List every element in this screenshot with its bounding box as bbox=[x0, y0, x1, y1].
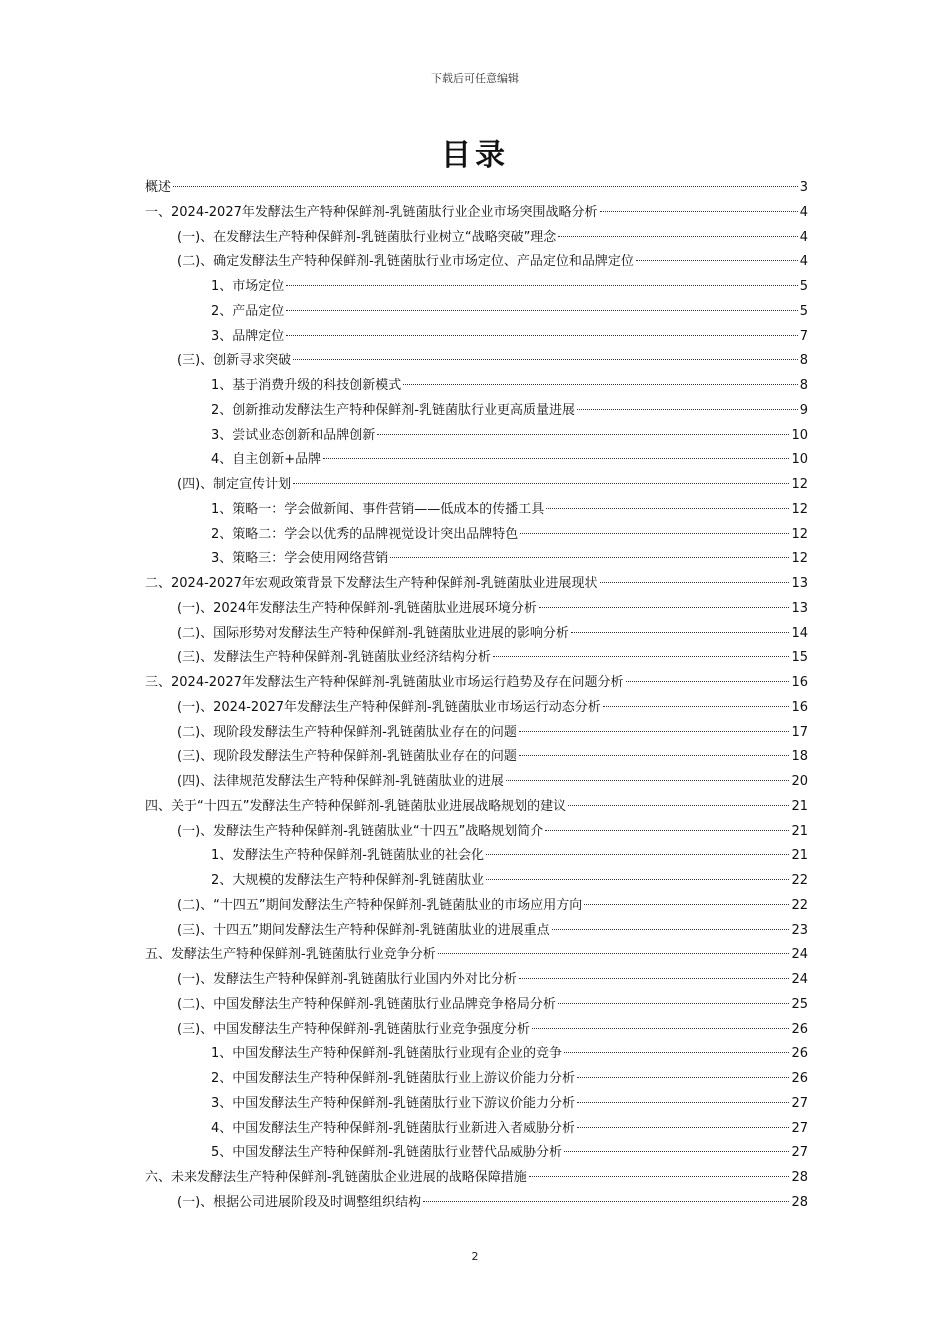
toc-entry-text: (四)、法律规范发酵法生产特种保鲜剂-乳链菌肽业的进展 bbox=[177, 774, 504, 789]
dot-leader bbox=[520, 533, 789, 534]
toc-entry-page: 16 bbox=[791, 699, 808, 715]
dot-leader bbox=[558, 1003, 790, 1004]
toc-entry[interactable] bbox=[145, 1092, 808, 1117]
toc-title: 目录 bbox=[441, 138, 509, 173]
toc-entry-page: 12 bbox=[791, 477, 808, 492]
toc-entry[interactable] bbox=[145, 572, 808, 597]
dot-leader bbox=[558, 236, 797, 237]
toc-entry[interactable] bbox=[145, 250, 808, 275]
toc-entry-text: (三)、现阶段发酵法生产特种保鲜剂-乳链菌肽业存在的问题 bbox=[177, 749, 517, 765]
toc-entry-page: 10 bbox=[791, 452, 808, 468]
toc-entry-page: 25 bbox=[791, 996, 808, 1012]
toc-entry-page: 13 bbox=[791, 600, 808, 616]
toc-entry[interactable] bbox=[145, 597, 808, 622]
toc-entry-text: 五、发酵法生产特种保鲜剂-乳链菌肽行业竞争分析 bbox=[145, 947, 436, 963]
toc-entry-page: 9 bbox=[799, 402, 808, 418]
dot-leader bbox=[577, 1102, 789, 1103]
page-number: 2 bbox=[471, 1250, 479, 1263]
dot-leader bbox=[626, 681, 790, 682]
toc-entry[interactable] bbox=[145, 349, 808, 374]
toc-entry-text: 三、2024-2027年发酵法生产特种保鲜剂-乳链菌肽业市场运行趋势及存在问题分析 bbox=[145, 675, 624, 690]
dot-leader bbox=[293, 483, 789, 484]
toc-entry-text: 3、中国发酵法生产特种保鲜剂-乳链菌肽行业下游议价能力分析 bbox=[211, 1095, 575, 1111]
toc-entry[interactable] bbox=[145, 498, 808, 523]
toc-entry-page: 24 bbox=[791, 972, 808, 987]
toc-entry[interactable] bbox=[145, 275, 808, 300]
dot-leader bbox=[286, 285, 797, 286]
toc-entry-page: 13 bbox=[791, 576, 808, 591]
toc-entry-text: 一、2024-2027年发酵法生产特种保鲜剂-乳链菌肽行业企业市场突围战略分析 bbox=[145, 204, 598, 220]
toc-entry-page: 23 bbox=[791, 922, 808, 938]
dot-leader bbox=[293, 359, 798, 360]
toc-entry-page: 12 bbox=[791, 551, 808, 567]
toc-entry-page: 15 bbox=[791, 650, 808, 666]
header-note: 下载后可任意编辑 bbox=[431, 72, 519, 85]
toc-entry-page: 27 bbox=[791, 1095, 808, 1111]
dot-leader bbox=[403, 384, 797, 385]
toc-entry[interactable] bbox=[145, 696, 808, 721]
toc-entry-text: (二)、现阶段发酵法生产特种保鲜剂-乳链菌肽业存在的问题 bbox=[177, 724, 517, 740]
dot-leader bbox=[173, 186, 798, 187]
toc-entry-text: (三)、发酵法生产特种保鲜剂-乳链菌肽业经济结构分析 bbox=[177, 650, 491, 666]
toc-entry-text: (一)、在发酵法生产特种保鲜剂-乳链菌肽行业树立“战略突破”理念 bbox=[177, 229, 557, 245]
toc-entry-text: 2、策略二：学会以优秀的品牌视觉设计突出品牌特色 bbox=[211, 526, 519, 542]
dot-leader bbox=[390, 557, 789, 558]
toc-entry-text: 1、基于消费升级的科技创新模式 bbox=[211, 378, 402, 393]
dot-leader bbox=[564, 1052, 789, 1053]
toc-entry[interactable] bbox=[145, 993, 808, 1018]
dot-leader bbox=[577, 1077, 789, 1078]
toc-entry[interactable] bbox=[145, 176, 808, 201]
toc-entry[interactable] bbox=[145, 473, 808, 498]
dot-leader bbox=[552, 929, 790, 930]
toc-entry-page: 7 bbox=[799, 328, 808, 344]
toc-entry-text: 1、策略一：学会做新闻、事件营销——低成本的传播工具 bbox=[211, 501, 545, 517]
dot-leader bbox=[486, 879, 789, 880]
toc-entry-text: 1、市场定位 bbox=[211, 279, 285, 294]
toc-entry-text: 2、创新推动发酵法生产特种保鲜剂-乳链菌肽行业更高质量进展 bbox=[211, 402, 575, 418]
toc-entry-page: 4 bbox=[799, 229, 808, 245]
table-of-contents bbox=[145, 176, 808, 1216]
toc-entry-text: (二)、国际形势对发酵法生产特种保鲜剂-乳链菌肽业进展的影响分析 bbox=[177, 625, 569, 641]
toc-entry-text: 概述 bbox=[145, 180, 172, 195]
toc-entry[interactable] bbox=[145, 869, 808, 894]
toc-entry-text: 5、中国发酵法生产特种保鲜剂-乳链菌肽行业替代品威胁分析 bbox=[211, 1145, 562, 1161]
toc-entry[interactable] bbox=[145, 1191, 808, 1216]
toc-entry[interactable] bbox=[145, 1018, 808, 1043]
toc-entry-text: (二)、确定发酵法生产特种保鲜剂-乳链菌肽行业市场定位、产品定位和品牌定位 bbox=[177, 254, 634, 270]
dot-leader bbox=[600, 211, 798, 212]
toc-entry-text: 2、中国发酵法生产特种保鲜剂-乳链菌肽行业上游议价能力分析 bbox=[211, 1071, 575, 1086]
dot-leader bbox=[532, 1028, 790, 1029]
toc-entry-page: 20 bbox=[791, 774, 808, 789]
toc-entry[interactable] bbox=[145, 424, 808, 449]
toc-entry-text: 3、策略三：学会使用网络营销 bbox=[211, 551, 389, 567]
dot-leader bbox=[577, 1127, 789, 1128]
toc-entry-text: (三)、中国发酵法生产特种保鲜剂-乳链菌肽行业竞争强度分析 bbox=[177, 1021, 530, 1037]
toc-entry-text: 2、大规模的发酵法生产特种保鲜剂-乳链菌肽业 bbox=[211, 873, 484, 888]
toc-entry[interactable] bbox=[145, 646, 808, 671]
toc-entry-page: 22 bbox=[791, 897, 808, 913]
toc-entry-text: (三)、创新寻求突破 bbox=[177, 353, 292, 369]
toc-entry-page: 28 bbox=[791, 1194, 808, 1210]
toc-entry-page: 24 bbox=[791, 947, 808, 963]
toc-entry[interactable] bbox=[145, 1117, 808, 1142]
dot-leader bbox=[584, 904, 789, 905]
dot-leader bbox=[323, 458, 789, 459]
toc-entry-page: 22 bbox=[791, 873, 808, 888]
toc-entry-text: (一)、2024-2027年发酵法生产特种保鲜剂-乳链菌肽业市场运行动态分析 bbox=[177, 699, 601, 715]
toc-entry[interactable] bbox=[145, 795, 808, 820]
toc-entry[interactable] bbox=[145, 374, 808, 399]
toc-entry-page: 26 bbox=[791, 1071, 808, 1086]
dot-leader bbox=[438, 953, 790, 954]
toc-entry[interactable] bbox=[145, 820, 808, 845]
toc-entry[interactable] bbox=[145, 622, 808, 647]
toc-entry-page: 4 bbox=[799, 254, 808, 270]
dot-leader bbox=[529, 1176, 790, 1177]
toc-entry-page: 21 bbox=[791, 848, 808, 864]
toc-entry[interactable] bbox=[145, 1067, 808, 1092]
toc-entry-text: 3、尝试业态创新和品牌创新 bbox=[211, 427, 376, 443]
toc-entry[interactable] bbox=[145, 1042, 808, 1067]
toc-entry-text: (一)、2024年发酵法生产特种保鲜剂-乳链菌肽业进展环境分析 bbox=[177, 600, 537, 616]
toc-entry-text: 2、产品定位 bbox=[211, 303, 285, 319]
toc-entry-text: 1、中国发酵法生产特种保鲜剂-乳链菌肽行业现有企业的竞争 bbox=[211, 1046, 562, 1062]
dot-leader bbox=[486, 854, 789, 855]
toc-entry-text: (三)、十四五”期间发酵法生产特种保鲜剂-乳链菌肽业的进展重点 bbox=[177, 922, 550, 938]
toc-entry-page: 5 bbox=[799, 279, 808, 294]
toc-entry-text: 4、中国发酵法生产特种保鲜剂-乳链菌肽行业新进入者威胁分析 bbox=[211, 1120, 575, 1136]
toc-entry[interactable] bbox=[145, 226, 808, 251]
toc-entry[interactable] bbox=[145, 844, 808, 869]
dot-leader bbox=[603, 706, 790, 707]
dot-leader bbox=[493, 656, 790, 657]
dot-leader bbox=[519, 755, 790, 756]
toc-entry-page: 12 bbox=[791, 526, 808, 542]
dot-leader bbox=[286, 335, 797, 336]
toc-entry[interactable] bbox=[145, 1166, 808, 1191]
toc-entry[interactable] bbox=[145, 399, 808, 424]
dot-leader bbox=[546, 508, 789, 509]
toc-entry[interactable] bbox=[145, 300, 808, 325]
dot-leader bbox=[519, 731, 790, 732]
toc-entry[interactable] bbox=[145, 919, 808, 944]
toc-entry[interactable] bbox=[145, 325, 808, 350]
toc-entry-page: 27 bbox=[791, 1145, 808, 1161]
toc-entry-page: 26 bbox=[791, 1021, 808, 1037]
toc-entry-text: 四、关于“十四五”发酵法生产特种保鲜剂-乳链菌肽业进展战略规划的建议 bbox=[145, 798, 567, 814]
toc-entry[interactable] bbox=[145, 448, 808, 473]
dot-leader bbox=[377, 434, 789, 435]
toc-entry-page: 3 bbox=[799, 180, 808, 195]
toc-entry[interactable] bbox=[145, 523, 808, 548]
toc-entry-text: (一)、发酵法生产特种保鲜剂-乳链菌肽行业国内外对比分析 bbox=[177, 972, 517, 987]
toc-entry-page: 14 bbox=[791, 625, 808, 641]
toc-entry-page: 4 bbox=[799, 204, 808, 220]
toc-entry-page: 26 bbox=[791, 1046, 808, 1062]
dot-leader bbox=[577, 409, 798, 410]
dot-leader bbox=[600, 582, 790, 583]
toc-entry-text: (二)、中国发酵法生产特种保鲜剂-乳链菌肽行业品牌竞争格局分析 bbox=[177, 996, 556, 1012]
toc-entry[interactable] bbox=[145, 547, 808, 572]
toc-entry-page: 10 bbox=[791, 427, 808, 443]
dot-leader bbox=[286, 310, 797, 311]
toc-entry-text: (一)、根据公司进展阶段及时调整组织结构 bbox=[177, 1194, 422, 1210]
toc-entry-page: 12 bbox=[791, 501, 808, 517]
toc-entry[interactable] bbox=[145, 770, 808, 795]
toc-entry-text: 3、品牌定位 bbox=[211, 328, 285, 344]
toc-entry-text: 六、未来发酵法生产特种保鲜剂-乳链菌肽企业进展的战略保障措施 bbox=[145, 1170, 527, 1185]
toc-entry[interactable] bbox=[145, 671, 808, 696]
toc-entry-text: 4、自主创新+品牌 bbox=[211, 452, 322, 468]
toc-entry-page: 8 bbox=[799, 353, 808, 369]
toc-entry-text: (四)、制定宣传计划 bbox=[177, 477, 292, 492]
toc-entry-page: 18 bbox=[791, 749, 808, 765]
toc-entry-page: 28 bbox=[791, 1170, 808, 1185]
dot-leader bbox=[568, 805, 789, 806]
dot-leader bbox=[539, 607, 790, 608]
toc-entry-text: (一)、发酵法生产特种保鲜剂-乳链菌肽业“十四五”战略规划简介 bbox=[177, 823, 544, 839]
toc-entry-page: 27 bbox=[791, 1120, 808, 1136]
dot-leader bbox=[423, 1201, 789, 1202]
toc-entry[interactable] bbox=[145, 968, 808, 993]
toc-entry-page: 21 bbox=[791, 798, 808, 814]
toc-entry-page: 16 bbox=[791, 675, 808, 690]
toc-entry-text: (二)、“十四五”期间发酵法生产特种保鲜剂-乳链菌肽业的市场应用方向 bbox=[177, 897, 583, 913]
dot-leader bbox=[636, 260, 798, 261]
toc-entry-text: 二、2024-2027年宏观政策背景下发酵法生产特种保鲜剂-乳链菌肽业进展现状 bbox=[145, 576, 598, 591]
dot-leader bbox=[519, 978, 790, 979]
toc-entry-page: 21 bbox=[791, 823, 808, 839]
toc-entry[interactable] bbox=[145, 894, 808, 919]
dot-leader bbox=[564, 1151, 789, 1152]
toc-entry[interactable] bbox=[145, 201, 808, 226]
toc-entry[interactable] bbox=[145, 943, 808, 968]
toc-entry[interactable] bbox=[145, 745, 808, 770]
dot-leader bbox=[506, 780, 790, 781]
dot-leader bbox=[571, 632, 790, 633]
toc-entry-page: 17 bbox=[791, 724, 808, 740]
toc-entry-text: 1、发酵法生产特种保鲜剂-乳链菌肽业的社会化 bbox=[211, 848, 484, 864]
dot-leader bbox=[545, 830, 789, 831]
toc-entry-page: 8 bbox=[799, 378, 808, 393]
toc-entry[interactable] bbox=[145, 1141, 808, 1166]
toc-entry[interactable] bbox=[145, 721, 808, 746]
toc-entry-page: 5 bbox=[799, 303, 808, 319]
